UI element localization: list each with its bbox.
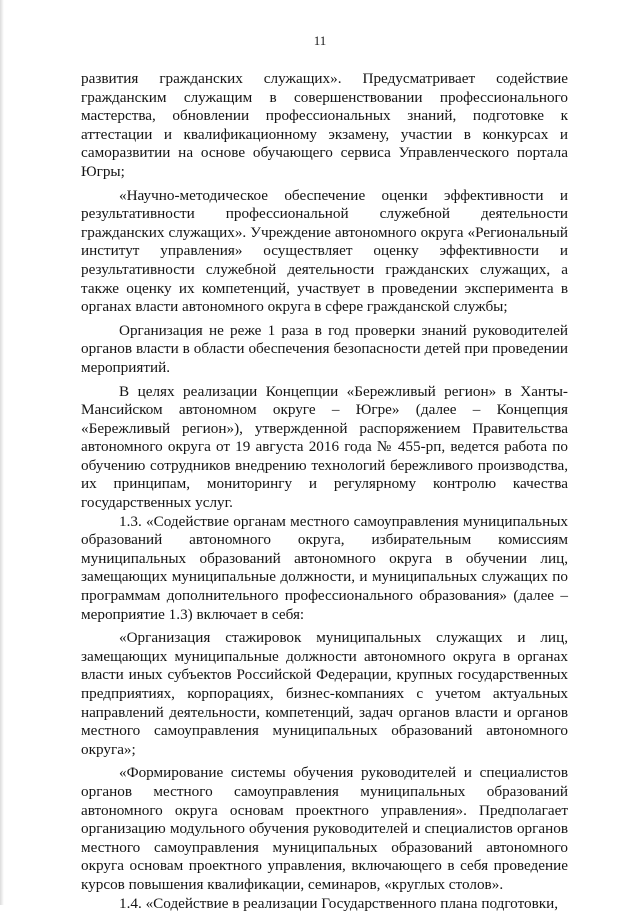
document-body: [81, 70, 568, 913]
paragraph-scientific-methodological-support: «Научно-методическое обеспечение оценки эффективности и результативности профессиональной служебной деятельности гражданских служащих». Учреждение автономного округа «Региональный институт управления» осуществляет оценку эффективности и результативности служебной деятельности гражданских служащих, а также оценку их компетенций, участвует в проведении эксперимента в органах власти автономного округа в сфере гражданской службы;: [81, 186, 568, 316]
paragraph-lean-region-concept: В целях реализации Концепции «Бережливый регион» в Ханты-Мансийском автономном округе – Югре» (далее – Концепция «Бережливый регион»), утвержденной распоряжением Правительства автономного округа от 19 августа 2016 года № 455-рп, ведется работа по обучению сотрудников внедрению технологий бережливого производства, их принципам, мониторингу и регулярному контролю качества государственных услуг.: [81, 382, 568, 512]
paragraph-internships: «Организация стажировок муниципальных служащих и лиц, замещающих муниципальные должности автономного округа в органах власти иных субъектов Российской Федерации, крупных государственных предприятиях, корпорациях, бизнес-компаниях с учетом актуальных направлений деятельности, компетенций, задач органов власти и органов местного самоуправления муниципальных образований автономного округа»;: [81, 629, 568, 758]
paragraph-workforce-development-cont: развития гражданских служащих». Предусматривает содействие гражданским служащим в совершенствовании профессионального мастерства, обновлении профессиональных знаний, подготовке к аттестации и квалификационному экзамену, участии в конкурсах и саморазвитии на основе обучающего сервиса Управленческого портала Югры;: [81, 70, 568, 180]
paragraph-child-safety-knowledge-check: Организация не реже 1 раза в год проверки знаний руководителей органов власти в области обеспечения безопасности детей при проведении мероприятий.: [81, 321, 568, 376]
page-number: 11: [313, 33, 327, 48]
paragraph-measure-1-3: 1.3. «Содействие органам местного самоуправления муниципальных образований автономного округа, избирательным комиссиям муниципальных образований автономного округа в обучении лиц, замещающих муниципальные должности, и муниципальных служащих по программам дополнительного профессионального образования» (далее – мероприятие 1.3) включает в себя:: [81, 512, 568, 623]
page-edge: [0, 0, 4, 905]
paragraph-measure-1-4: 1.4. «Содействие в реализации Государственного плана подготовки,: [119, 894, 559, 912]
paragraph-project-management-training: «Формирование системы обучения руководителей и специалистов органов местного самоуправления муниципальных образований автономного округа основам проектного управления». Предполагает организацию модульного обучения руководителей и специалистов органов местного самоуправления муниципальных образований автономного округа основам проектного управления, включающего в себя проведение курсов повышения квалификации, семинаров, «круглых столов».: [81, 764, 568, 893]
